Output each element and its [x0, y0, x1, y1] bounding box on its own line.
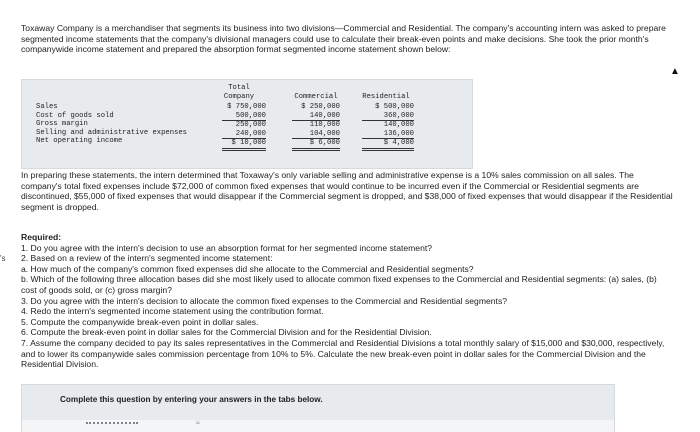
tab-indicator[interactable] [86, 422, 138, 424]
margin-mark: 's [0, 254, 6, 263]
required-item-2a: a. How much of the company's common fixed expenses did she allocate to the Commercial and Residential segments? [21, 263, 474, 274]
instruction-text: Complete this question by entering your answers in the tabs below. [60, 395, 323, 404]
cell-total-noi: $ 10,000 [222, 139, 266, 151]
cell-comm-selling-admin: 104,000 [292, 130, 340, 140]
row-label-gross-margin: Gross margin [36, 120, 88, 129]
intro-paragraph: Toxaway Company is a merchandiser that segments its business into two divisions—Commercial and Residential. The company's accounting intern was asked to prepare segmented income statements that the company's divisional managers could use to calculate their break-even points and make decisions. She took the prior month's companywide income statement and prepared the absorption format segmented income statement shown below: [21, 23, 666, 55]
tab-mark: ≈ [196, 420, 200, 427]
mouse-cursor-icon: ▲ [670, 66, 680, 77]
prep-paragraph: In preparing these statements, the intern determined that Toxaway's only variable selling and administrative expense is a 10% sales commission on all sales. The company's total fixed expenses include $72,000 of common fixed expenses that would continue to be incurred even if the Commercial or Residential segments are discontinued, $55,000 of fixed expenses that would disappear if the Commercial segment is dropped, and $38,000 of fixed expenses that would disappear if the Residential segment is dropped. [21, 170, 673, 212]
column-residential [362, 103, 414, 151]
row-label-sales: Sales [36, 103, 58, 111]
required-item-4: 4. Redo the intern's segmented income statement using the contribution format. [21, 306, 324, 317]
header-commercial: Commercial [294, 93, 338, 101]
answer-tabs-strip[interactable] [21, 420, 615, 432]
row-label-selling-admin: Selling and administrative expenses [36, 128, 187, 137]
required-item-1: 1. Do you agree with the intern's decision to use an absorption format for her segmented income statement? [21, 242, 433, 253]
cell-res-selling-admin: 136,000 [362, 130, 414, 140]
header-residential: Residential [362, 93, 410, 101]
cell-res-noi: $ 4,000 [362, 139, 414, 151]
header-total-line2: Company [223, 92, 255, 101]
required-section [21, 232, 673, 370]
required-item-3: 3. Do you agree with the intern's decision to allocate the common fixed expenses to the Commercial and Residential segments? [21, 295, 508, 306]
required-title: Required: [21, 232, 62, 242]
cell-comm-cogs: 140,000 [292, 112, 340, 122]
instruction-banner [21, 384, 615, 421]
header-total-company [212, 84, 266, 101]
required-item-7: 7. Assume the company decided to pay its sales representatives in the Commercial and Residential Divisions a total monthly salary of $15,000 and $30,000, respectively, and to lower its companywide sales commission percentage from 10% to 5%. Calculate the new break-even point in dollar sales for the Commercial Division and the Residential Division. [21, 337, 665, 370]
required-item-5: 5. Compute the companywide break-even point in dollar sales. [21, 316, 259, 327]
cell-total-gross-margin: 250,000 [235, 121, 266, 130]
cell-total-selling-admin: 240,000 [222, 130, 266, 140]
required-item-2b: b. Which of the following three allocation bases did she most likely used to allocate common fixed expenses to the Commercial and Residential segments: (a) sales, (b) cost of goods sold, or (c) gross margin? [21, 274, 657, 295]
required-item-6: 6. Compute the break-even point in dollar sales for the Commercial Division and for the Residential Division. [21, 327, 432, 338]
cell-total-sales: $ 750,000 [227, 103, 266, 111]
required-item-2: 2. Based on a review of the intern's segmented income statement: [21, 253, 273, 264]
column-commercial [292, 103, 340, 151]
cell-res-sales: $ 500,000 [375, 103, 414, 111]
row-labels [36, 103, 187, 146]
cell-comm-gross-margin: 110,000 [309, 121, 340, 130]
row-label-noi: Net operating income [36, 137, 123, 146]
cell-res-gross-margin: 140,000 [383, 121, 414, 130]
cell-total-cogs: 500,000 [222, 112, 266, 122]
left-margin [0, 0, 16, 432]
cell-comm-noi: $ 6,000 [292, 139, 340, 151]
header-total-line1: Total [228, 84, 250, 92]
segmented-income-statement [21, 79, 473, 169]
cell-res-cogs: 360,000 [362, 112, 414, 122]
column-total [222, 103, 266, 151]
cell-comm-sales: $ 250,000 [301, 103, 340, 111]
row-label-cogs: Cost of goods sold [36, 111, 114, 120]
